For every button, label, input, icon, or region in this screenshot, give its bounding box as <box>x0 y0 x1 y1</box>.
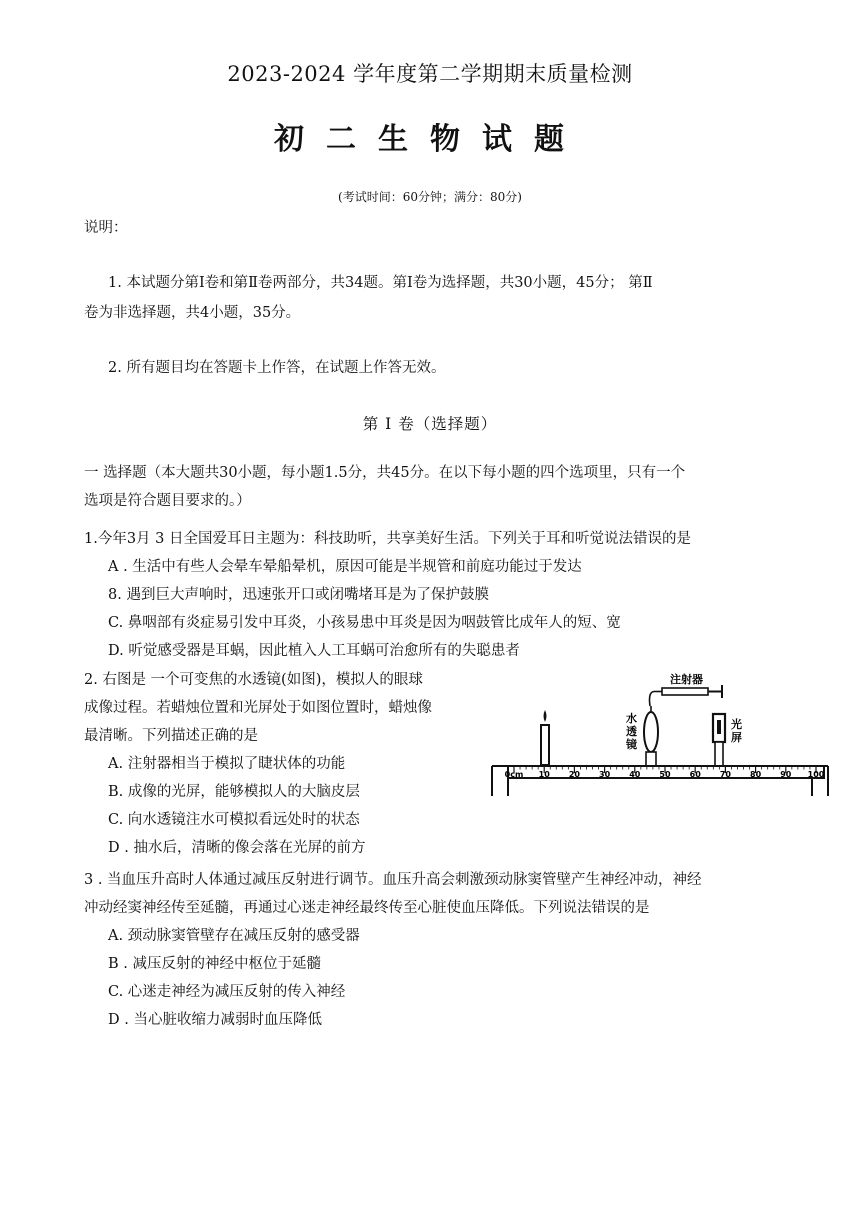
water-lens-label-2: 透 <box>626 725 637 738</box>
ruler-tick-label: 0cm <box>504 770 524 779</box>
water-lens-label-1: 水 <box>626 712 637 725</box>
ruler-tick-label: 90 <box>780 770 792 779</box>
water-lens <box>644 706 658 766</box>
syringe <box>650 685 723 706</box>
syringe-label: 注射器 <box>670 673 703 686</box>
ruler-tick-label: 20 <box>568 770 580 779</box>
ruler-tick-label: 100 <box>807 770 825 779</box>
light-screen-label-1: 光 <box>731 718 742 731</box>
question-1-option-b: 8. 遇到巨大声响时，迅速张开口或闭嘴堵耳是为了保护鼓膜 <box>108 587 489 603</box>
question-2-stem-line-1: 2. 右图是 一个可变焦的水透镜(如图)，模拟人的眼球 <box>84 672 423 688</box>
question-3-stem-line-1: 3 . 当血压升高时人体通过减压反射进行调节。血压升高会刺激颈动脉窦管壁产生神经冲动，神经 <box>84 872 702 888</box>
question-2-option-c: C. 向水透镜注水可模拟看远处时的状态 <box>108 812 360 828</box>
notes-item-1-line-1: 1. 本试题分第Ⅰ卷和第Ⅱ卷两部分，共34题。第Ⅰ卷为选择题，共30小题，45分； 第Ⅱ <box>108 275 653 291</box>
question-2-stem-line-2: 成像过程。若蜡烛位置和光屏处于如图位置时，蜡烛像 <box>84 700 432 716</box>
subject-title: 初二生物试题 <box>274 122 586 157</box>
question-2-option-d: D . 抽水后，清晰的像会落在光屏的前方 <box>108 840 366 856</box>
light-screen <box>713 714 725 766</box>
exam-info: (考试时间：60分钟；满分：80分) <box>338 190 522 204</box>
question-2-option-b: B. 成像的光屏，能够模拟人的大脑皮层 <box>108 784 360 800</box>
water-lens-label-3: 镜 <box>626 738 637 751</box>
ruler-tick-label: 60 <box>689 770 701 779</box>
question-3-option-a: A. 颈动脉窦管壁存在减压反射的感受器 <box>108 928 360 944</box>
optical-bench <box>492 766 828 796</box>
ruler-tick-label: 70 <box>719 770 731 779</box>
question-2-stem-line-3: 最清晰。下列描述正确的是 <box>84 728 258 744</box>
question-1-stem: 1.今年3月 3 日全国爱耳日主题为：科技助听，共享美好生活。下列关于耳和听觉说法错误的是 <box>84 531 691 547</box>
notes-heading: 说明： <box>84 220 128 236</box>
question-3-stem-line-2: 冲动经窦神经传至延髓，再通过心迷走神经最终传至心脏使血压降低。下列说法错误的是 <box>84 900 650 916</box>
water-lens-experiment-figure <box>490 670 830 800</box>
candle <box>541 710 549 765</box>
question-3-option-c: C. 心迷走神经为减压反射的传入神经 <box>108 984 346 1000</box>
ruler-tick-label: 80 <box>750 770 762 779</box>
section-intro-line-1: 一 选择题（本大题共30小题，每小题1.5分，共45分。在以下每小题的四个选项里，只有一个 <box>84 465 686 481</box>
notes-item-1-line-2: 卷为非选择题，共4小题，35分。 <box>84 305 301 321</box>
question-2-option-a: A. 注射器相当于模拟了睫状体的功能 <box>108 756 346 772</box>
question-3-option-d: D . 当心脏收缩力减弱时血压降低 <box>108 1012 322 1028</box>
question-1-option-a: A . 生活中有些人会晕车晕船晕机，原因可能是半规管和前庭功能过于发达 <box>108 559 582 575</box>
light-screen-label-2: 屏 <box>731 731 742 744</box>
section-title: 第 Ⅰ 卷（选择题） <box>362 415 498 433</box>
ruler-tick-label: 40 <box>629 770 641 779</box>
question-3-option-b: B . 减压反射的神经中枢位于延髓 <box>108 956 321 972</box>
ruler-tick-label: 30 <box>599 770 611 779</box>
ruler-tick-label: 10 <box>538 770 550 779</box>
question-1-option-d: D. 听觉感受器是耳蜗，因此植入人工耳蜗可治愈所有的失聪患者 <box>108 643 520 659</box>
exam-title: 2023-2024 学年度第二学期期末质量检测 <box>227 62 633 86</box>
notes-item-2: 2. 所有题目均在答题卡上作答，在试题上作答无效。 <box>108 360 446 376</box>
ruler-tick-label: 50 <box>659 770 671 779</box>
question-1-option-c: C. 鼻咽部有炎症易引发中耳炎，小孩易患中耳炎是因为咽鼓管比成年人的短、宽 <box>108 615 621 631</box>
section-intro-line-2: 选项是符合题目要求的。） <box>84 493 251 509</box>
